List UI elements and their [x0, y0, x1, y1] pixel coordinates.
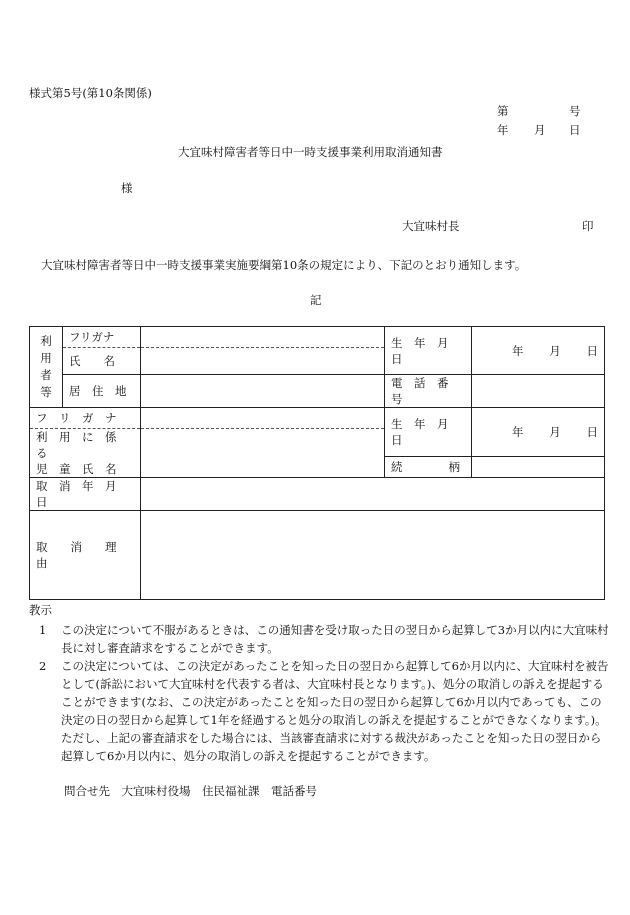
address-field[interactable] — [141, 375, 385, 408]
date-year-label: 年 — [497, 123, 509, 137]
birthdate-label: 生 年 月 日 — [385, 327, 472, 375]
document-number-prefix: 第 — [497, 104, 509, 118]
user-group-label: 利 用 者 等 — [30, 327, 63, 408]
instructions-section — [29, 601, 609, 765]
contact-info: 問合せ先 大宜味村役場 住民福祉課 電話番号 — [64, 784, 317, 798]
page-title: 大宜味村障害者等日中一時支援事業利用取消通知書 — [178, 145, 443, 159]
date-day-label: 日 — [569, 123, 581, 137]
ki-label: 記 — [310, 293, 322, 307]
instruction-item: 2 この決定については、この決定があったことを知った日の翌日から起算して6か月以内に、大宜味村を被告として(訴訟において大宜味村を代表する者は、大宜味村長となります。)、処分の取消しの訴えを提起することができます(なお、この決定があったことを知った日の翌日から起算して6か月以内であっても、この決定の日の翌日から起算して1年を経過すると処分の取消しの訴えを提起することができなくなります。)。ただし、上記の審査請求をした場合には、当該審査請求に対する裁決があったことを知った日の翌日から起算して6か月以内に、処分の取消しの訴えを提起することができます。 — [39, 659, 609, 763]
child-furigana-field[interactable] — [141, 408, 385, 429]
name-label: 氏 名 — [63, 348, 141, 375]
seal-mark: 印 — [582, 219, 594, 233]
phone-label: 電 話 番 号 — [385, 375, 472, 408]
furigana-label: フリガナ — [63, 327, 141, 348]
relation-field[interactable] — [472, 457, 605, 478]
furigana-field[interactable] — [141, 327, 385, 348]
child-name-label: 利 用 に 係 る 児 童 氏 名 — [30, 429, 141, 478]
child-furigana-label: フ リ ガ ナ — [30, 408, 141, 429]
instructions-heading: 教示 — [29, 603, 52, 617]
cancel-date-field[interactable] — [141, 478, 605, 511]
addressee-suffix: 様 — [121, 181, 133, 195]
cancel-reason-field[interactable] — [141, 511, 605, 600]
child-birthdate-field[interactable]: 年 月 日 — [472, 408, 605, 457]
notice-form-table — [29, 326, 605, 600]
cancel-date-label: 取 消 年 月 日 — [30, 478, 141, 511]
relation-label: 続 柄 — [385, 457, 472, 478]
document-number-suffix: 号 — [569, 104, 581, 118]
child-birthdate-label: 生 年 月 日 — [385, 408, 472, 457]
cancel-reason-label: 取 消 理 由 — [30, 511, 141, 600]
phone-field[interactable] — [472, 375, 605, 408]
issuer-name: 大宜味村長 — [402, 219, 460, 233]
intro-text: 大宜味村障害者等日中一時支援事業実施要綱第10条の規定により、下記のとおり通知します。 — [41, 258, 527, 272]
child-name-field[interactable] — [141, 429, 385, 478]
name-field[interactable] — [141, 348, 385, 375]
instruction-item: 1 この決定について不服があるときは、この通知書を受け取った日の翌日から起算して3か月以内に大宜味村長に対し審査請求をすることができます。 — [39, 623, 609, 655]
form-number-label: 様式第5号(第10条関係) — [29, 86, 152, 100]
address-label: 居 住 地 — [63, 375, 141, 408]
birthdate-field[interactable]: 年 月 日 — [472, 327, 605, 375]
date-month-label: 月 — [534, 123, 546, 137]
